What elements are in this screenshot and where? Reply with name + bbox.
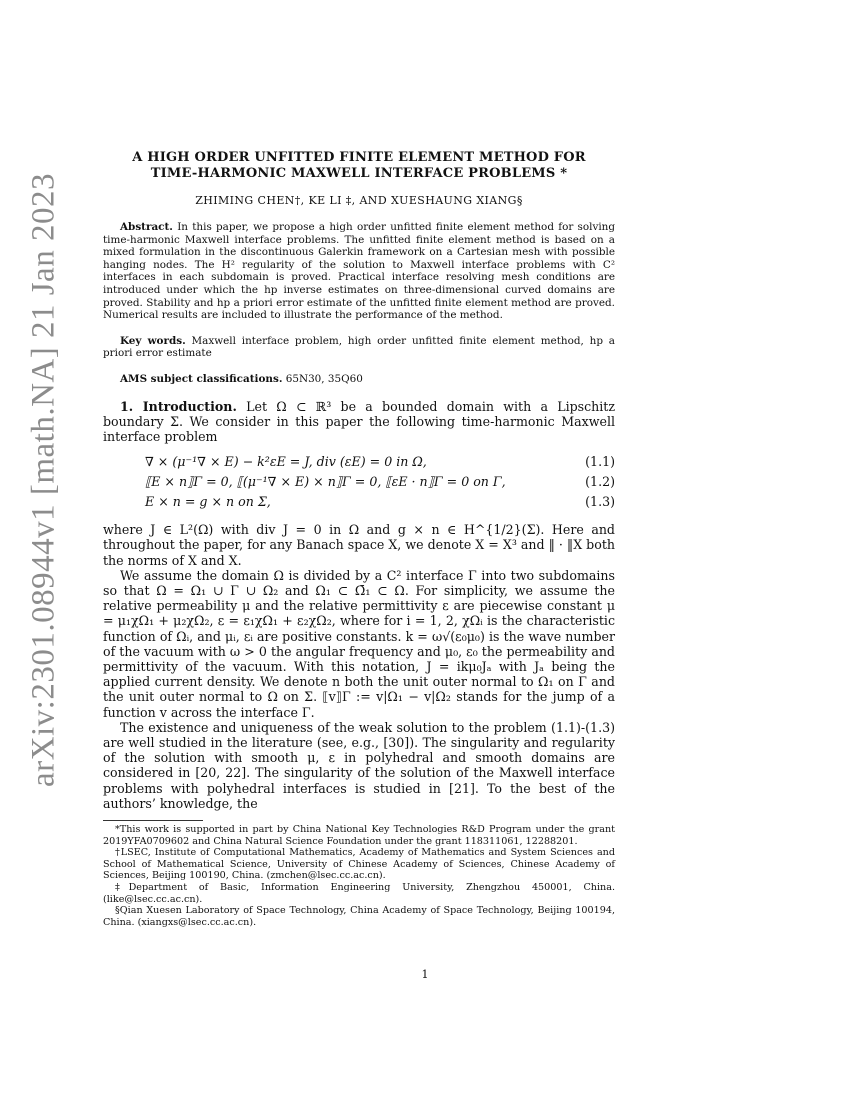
- equation-number: (1.3): [585, 494, 615, 510]
- abstract: [103, 221, 615, 322]
- equation-row: [103, 494, 615, 514]
- keywords: [103, 335, 615, 360]
- equation-content: E × n = g × n on Σ,: [145, 494, 271, 510]
- equation-number: (1.2): [585, 474, 615, 490]
- intro-paragraph-4: The existence and uniqueness of the weak solution to the problem (1.1)-(1.3) are well studied in the literature (see, e.g., [30]). The singularity and regularity of the solution with smooth μ, ε in polyhedral and smooth domains are considered in [20, 22]. The singularity of the solution of the Maxwell interface problems with polyhedral interfaces is studied in [21]. To the best of the authors’ knowledge, the: [103, 719, 615, 811]
- footnote-funding: *This work is supported in part by China National Key Technologies R&D Program under the grant 2019YFA0709602 and China Natural Science Foundation under the grant 118311061, 12288201.: [103, 824, 615, 847]
- page-number: 1: [421, 968, 429, 981]
- introduction-section: [103, 399, 615, 811]
- title-line-1: A HIGH ORDER UNFITTED FINITE ELEMENT METHOD FOR: [132, 150, 586, 165]
- intro-paragraph-1: [103, 399, 615, 445]
- ams-label: AMS subject classifications.: [120, 372, 283, 385]
- intro-paragraph-2: where J ∈ L²(Ω) with div J = 0 in Ω and g × n ∈ H^{1/2}(Σ). Here and throughout the paper, for any Banach space X, we denote X = X³ and ‖ · ‖X both the norms of X and X.: [103, 522, 615, 568]
- section-heading: 1. Introduction.: [120, 398, 237, 414]
- arxiv-sidebar: [18, 173, 70, 787]
- footnote-affiliation-1: †LSEC, Institute of Computational Mathematics, Academy of Mathematics and System Sciences and School of Mathematical Science, University of Chinese Academy of Sciences, Chinese Academy of Sciences, Beijing 100190, China. (zmchen@lsec.cc.ac.cn).: [103, 847, 615, 882]
- intro-p1-text: Let Ω ⊂ ℝ³ be a bounded domain with a Lipschitz boundary Σ. We consider in this paper the following time-harmonic Maxwell interface problem: [103, 398, 616, 444]
- equation-row: [103, 474, 615, 494]
- keywords-label: Key words.: [120, 334, 186, 347]
- equation-number: (1.1): [585, 454, 615, 470]
- footnotes: [103, 824, 615, 928]
- ams-text: 65N30, 35Q60: [285, 372, 363, 385]
- arxiv-identifier: arXiv:2301.08944v1 [math.NA] 21 Jan 2023: [25, 173, 62, 787]
- abstract-text: In this paper, we propose a high order unfitted finite element method for solving time-harmonic Maxwell interface problems. The unfitted finite element method is based on a mixed formulation in the discontinuous Galerkin framework on a Cartesian mesh with possible hanging nodes. The H² regularity of the solution to Maxwell interface problems with C² interfaces in each subdomain is proved. Practical interface resolving mesh conditions are introduced under which the hp inverse estimates on three-dimensional curved domains are proved. Stability and hp a priori error estimate of the unfitted finite element method are proved. Numerical results are included to illustrate the performance of the method.: [103, 221, 615, 322]
- paper-page: [103, 150, 615, 928]
- keywords-text: Maxwell interface problem, high order unfitted finite element method, hp a priori error estimate: [103, 334, 616, 360]
- equation-row: [103, 454, 615, 474]
- footnote-divider: [103, 820, 203, 821]
- equation-block: [103, 454, 615, 514]
- equation-content: ∇ × (μ⁻¹∇ × E) − k²εE = J, div (εE) = 0 in Ω,: [145, 454, 427, 470]
- author-list: ZHIMING CHEN†, KE LI ‡, AND XUESHAUNG XIANG§: [195, 194, 523, 207]
- title-line-2: TIME-HARMONIC MAXWELL INTERFACE PROBLEMS *: [150, 166, 568, 181]
- footnote-affiliation-2: ‡Department of Basic, Information Engineering University, Zhengzhou 450001, China. (like@lsec.cc.ac.cn).: [103, 881, 615, 905]
- intro-paragraph-3: We assume the domain Ω is divided by a C² interface Γ into two subdomains so that Ω = Ω₁ ∪ Γ ∪ Ω₂ and Ω₁ ⊂ Ω̄₁ ⊂ Ω. For simplicity, we assume the relative permeability μ and the relative permittivity ε are piecewise constant μ = μ₁χΩ₁ + μ₂χΩ₂, ε = ε₁χΩ₁ + ε₂χΩ₂, where for i = 1, 2, χΩᵢ is the characteristic function of Ωᵢ, and μᵢ, εᵢ are positive constants. k = ω√(ε₀μ₀) is the wave number of the vacuum with ω > 0 the angular frequency and μ₀, ε₀ the permeability and permittivity of the vacuum. With this notation, J = ikμ₀Jₐ with Jₐ being the applied current density. We denote n both the unit outer normal to Ω₁ on Γ and the unit outer normal to Ω on Σ. ⟦v⟧Γ := v|Ω₁ − v|Ω₂ stands for the jump of a function v across the interface Γ.: [103, 567, 615, 720]
- ams-classifications: [103, 373, 615, 386]
- equation-content: ⟦E × n⟧Γ = 0, ⟦(μ⁻¹∇ × E) × n⟧Γ = 0, ⟦εE · n⟧Γ = 0 on Γ,: [145, 474, 506, 490]
- paper-title: [103, 150, 615, 182]
- footnote-affiliation-3: §Qian Xuesen Laboratory of Space Technology, China Academy of Space Technology, Beijing 100194, China. (xiangxs@lsec.cc.ac.cn).: [103, 905, 615, 928]
- abstract-label: Abstract.: [120, 221, 173, 233]
